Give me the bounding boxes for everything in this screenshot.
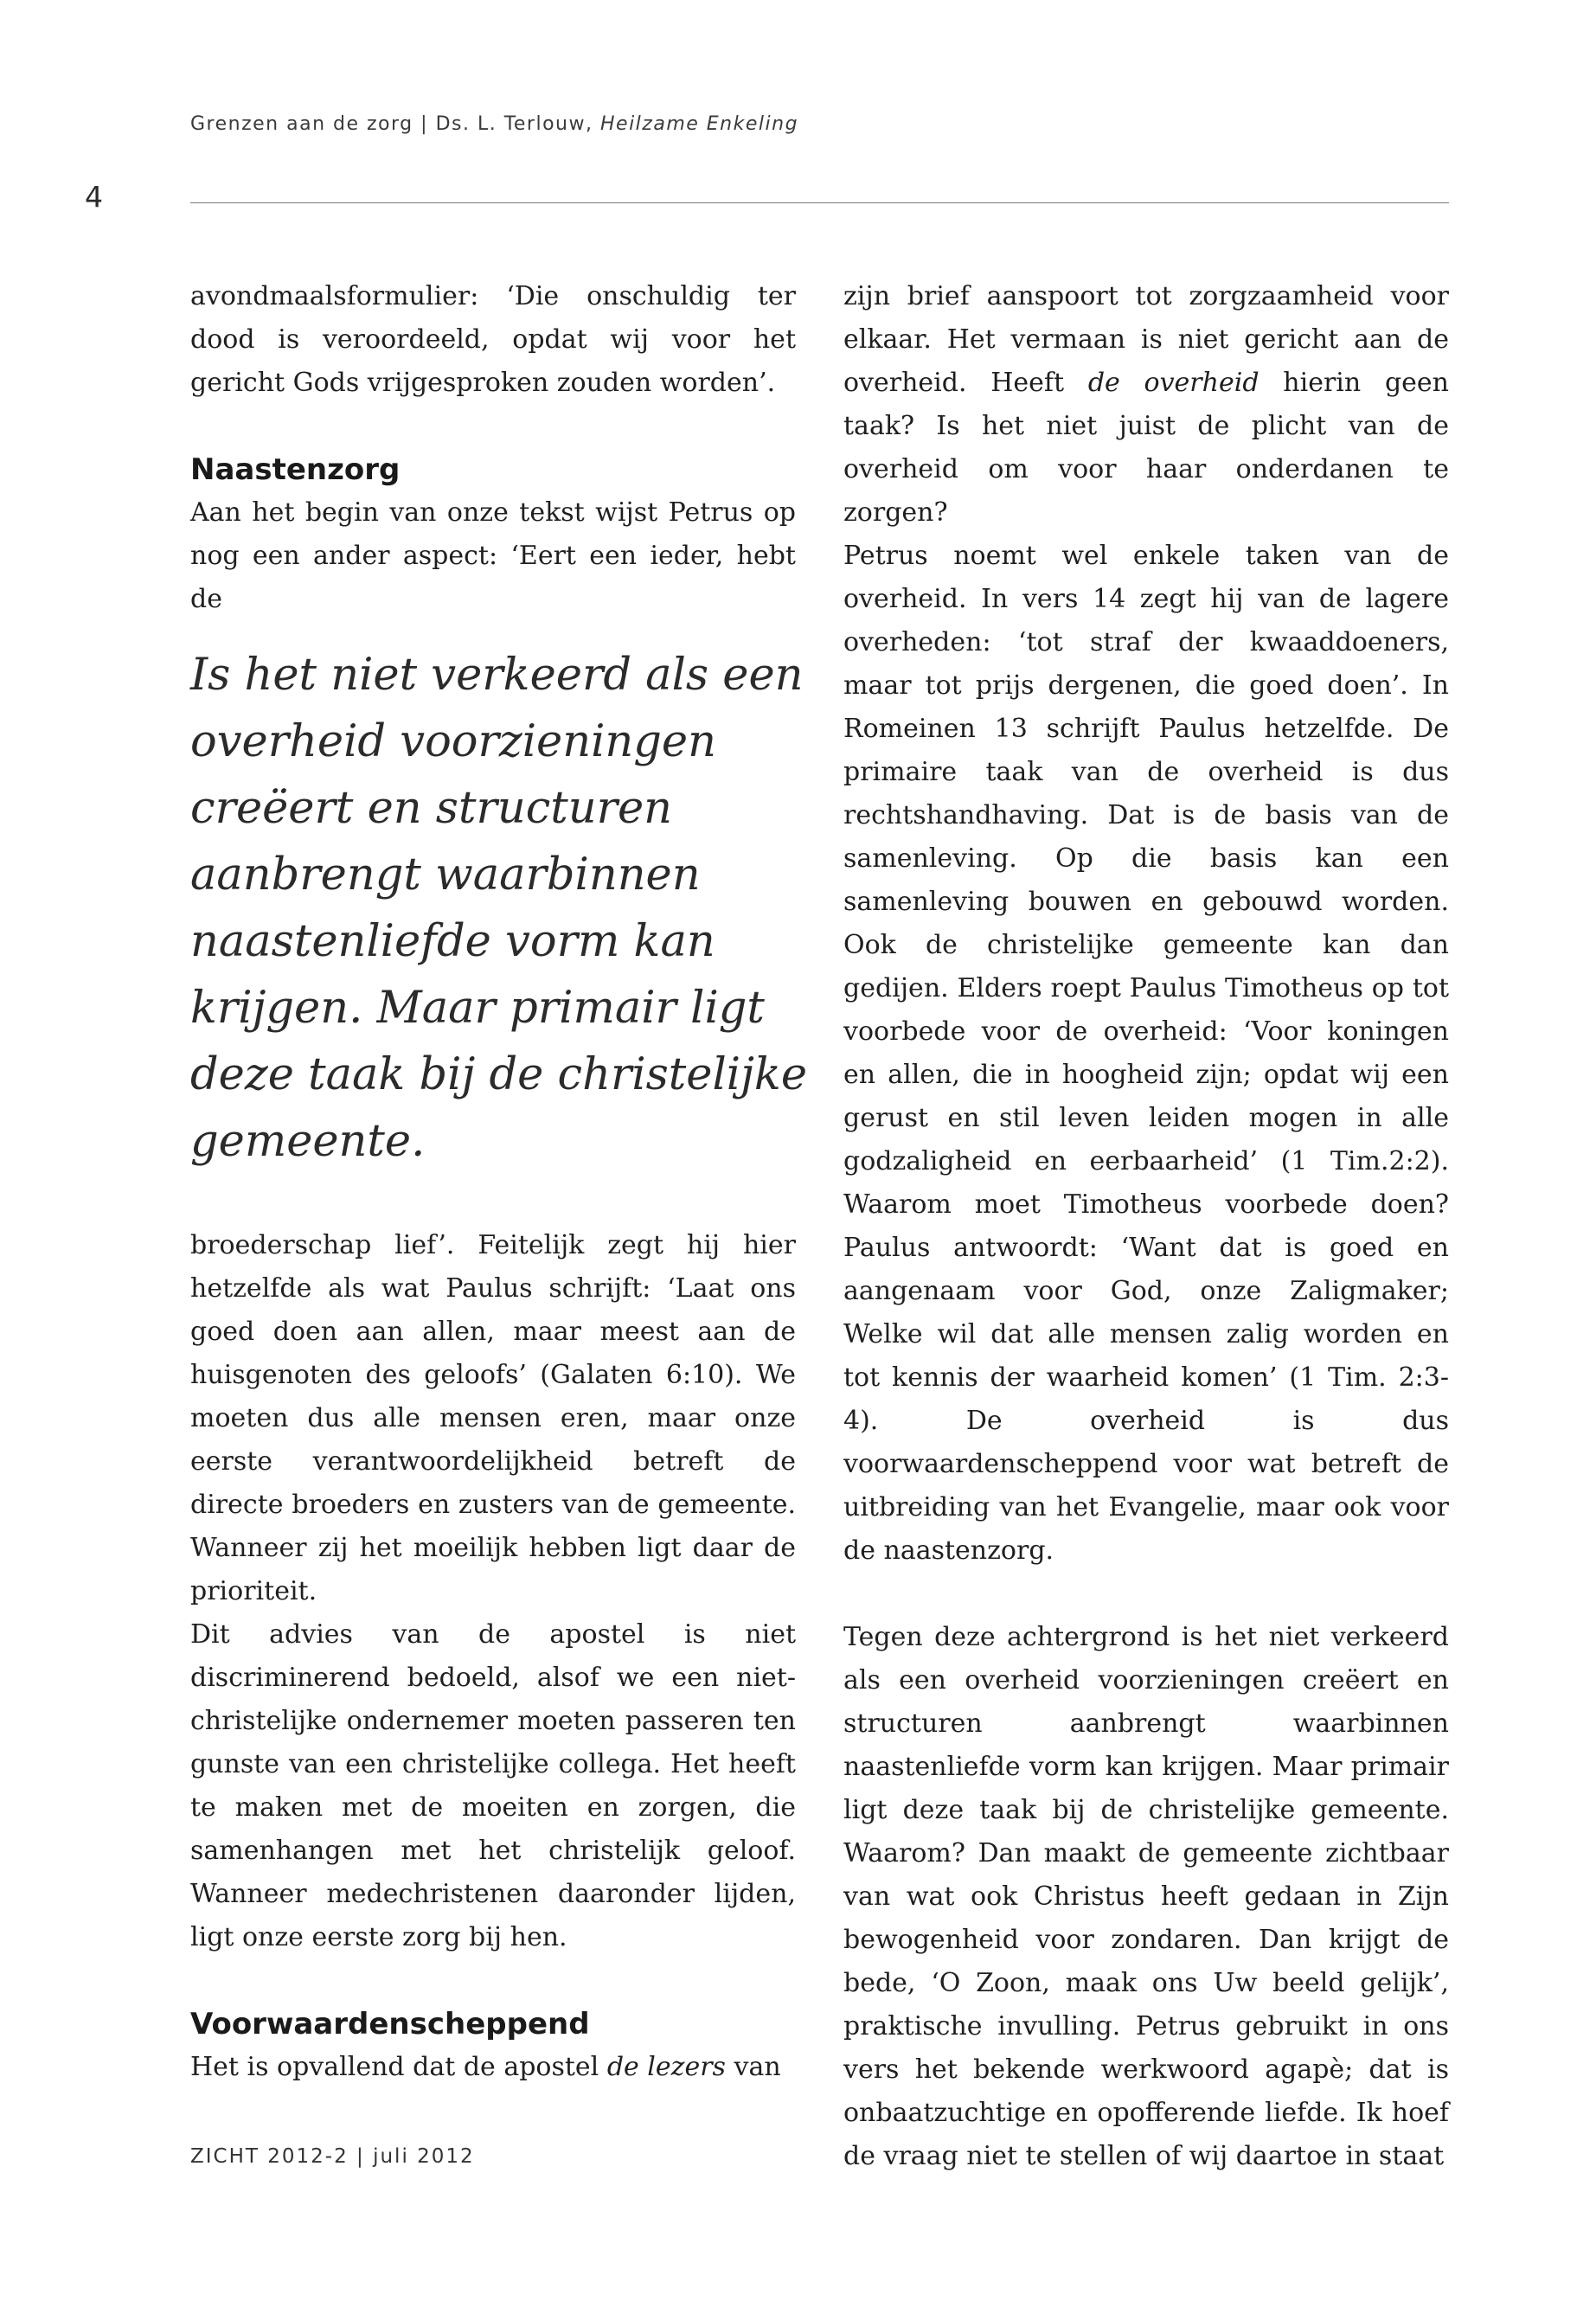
left-column-lower (190, 1224, 796, 2089)
left-intro-paragraph: avondmaalsformulier: ‘Die onschuldig ter dood is veroordeeld, opdat wij voor het gericht Gods vrijgesproken zouden worden’. (190, 281, 796, 398)
right-p1-text-a: zijn brief aanspoort tot zorgzaamheid voor elkaar. Het vermaan is niet gericht aan de overheid. Heeft (843, 281, 1449, 398)
page-number: 4 (85, 180, 103, 214)
p4-text-b: van (725, 2052, 781, 2082)
header-series: Grenzen aan de zorg (190, 113, 413, 135)
left-paragraph-1: Aan het begin van onze tekst wijst Petrus op nog een ander aspect: ‘Eert een ieder, hebt de (190, 497, 796, 614)
footer-issue: ZICHT 2012-2 | juli 2012 (190, 2145, 475, 2168)
left-column-upper (190, 275, 796, 621)
header-rule (190, 202, 1449, 203)
left-paragraph-3: Dit advies van de apostel is niet discriminerend bedoeld, alsof we een niet-christelijke ondernemer moeten passeren ten gunste van een christelijke collega. Het heeft te maken met de moeiten en zorgen, die samenhangen met het christelijk geloof. Wanneer medechristenen daaronder lijden, ligt onze eerste zorg bij hen. (190, 1619, 796, 1952)
right-paragraph-1 (843, 275, 1449, 535)
running-header (190, 113, 798, 135)
left-paragraph-2: broederschap lief’. Feitelijk zegt hij hier hetzelfde als wat Paulus schrijft: ‘Laat ons goed doen aan allen, maar meest aan de huisgenoten des geloofs’ (Galaten 6:10). We moeten dus alle mensen eren, maar onze eerste verantwoordelijkheid betreft de directe broeders en zusters van de gemeente. Wanneer zij het moeilijk hebben ligt daar de prioriteit. (190, 1230, 796, 1606)
heading-voorwaardenscheppend: Voorwaardenscheppend (190, 2007, 590, 2041)
right-paragraph-2: Petrus noemt wel enkele taken van de overheid. In vers 14 zegt hij van de lagere overheden: ‘tot straf der kwaaddoeners, maar tot prijs dergenen, die goed doen’. In Romeinen 13 schrijft Paulus hetzelfde. De primaire taak van de overheid is dus rechtshandhaving. Dat is de basis van de samenleving. Op die basis kan een samenleving bouwen en gebouwd worden. Ook de christelijke gemeente kan dan gedijen. Elders roept Paulus Timotheus op tot voorbede voor de overheid: ‘Voor koningen en allen, die in hoogheid zijn; opdat wij een gerust en stil leven leiden mogen in alle godzaligheid en eerbaarheid’ (1 Tim.2:2). Waarom moet Timotheus voorbede doen? Paulus antwoordt: ‘Want dat is goed en aangenaam voor God, onze Zaligmaker; Welke wil dat alle mensen zalig worden en tot kennis der waarheid komen’ (1 Tim. 2:3-4). De overheid is dus voorwaardenscheppend voor wat betreft de uitbreiding van het Evangelie, maar ook voor de naastenzorg. (843, 541, 1449, 1566)
header-separator: | (420, 113, 429, 135)
p4-text-a: Het is opvallend dat de apostel (190, 2052, 607, 2082)
right-p1-text-b: hierin geen taak? Is het niet juist de plicht van de overheid om voor haar onderdanen te zorgen? (843, 368, 1449, 528)
p4-emphasis: de lezers (606, 2052, 726, 2082)
right-column (843, 275, 1449, 2178)
left-paragraph-4 (190, 2046, 796, 2089)
right-p1-emphasis: de overheid (1087, 368, 1259, 398)
header-author: Ds. L. Terlouw, (435, 113, 593, 135)
right-paragraph-3: Tegen deze achtergrond is het niet verkeerd als een overheid voorzieningen creëert en structuren aanbrengt waarbinnen naastenliefde vorm kan krijgen. Maar primair ligt deze taak bij de christelijke gemeente. Waarom? Dan maakt de gemeente zichtbaar van wat ook Christus heeft gedaan in Zijn bewogenheid voor zondaren. Dan krijgt de bede, ‘O Zoon, maak ons Uw beeld gelijk’, praktische invulling. Petrus gebruikt in ons vers het bekende werkwoord agapè; dat is onbaatzuchtige en opofferende liefde. Ik hoef de vraag niet te stellen of wij daartoe in staat (843, 1622, 1449, 2171)
pull-quote: Is het niet verkeerd als een overheid voorzieningen creëert en structuren aanbrengt waarbinnen naastenliefde vorm kan krijgen. Maar primair ligt deze taak bij de christelijke gemeente. (190, 650, 808, 1167)
header-work-title: Heilzame Enkeling (599, 113, 799, 135)
heading-naastenzorg: Naastenzorg (190, 452, 401, 487)
